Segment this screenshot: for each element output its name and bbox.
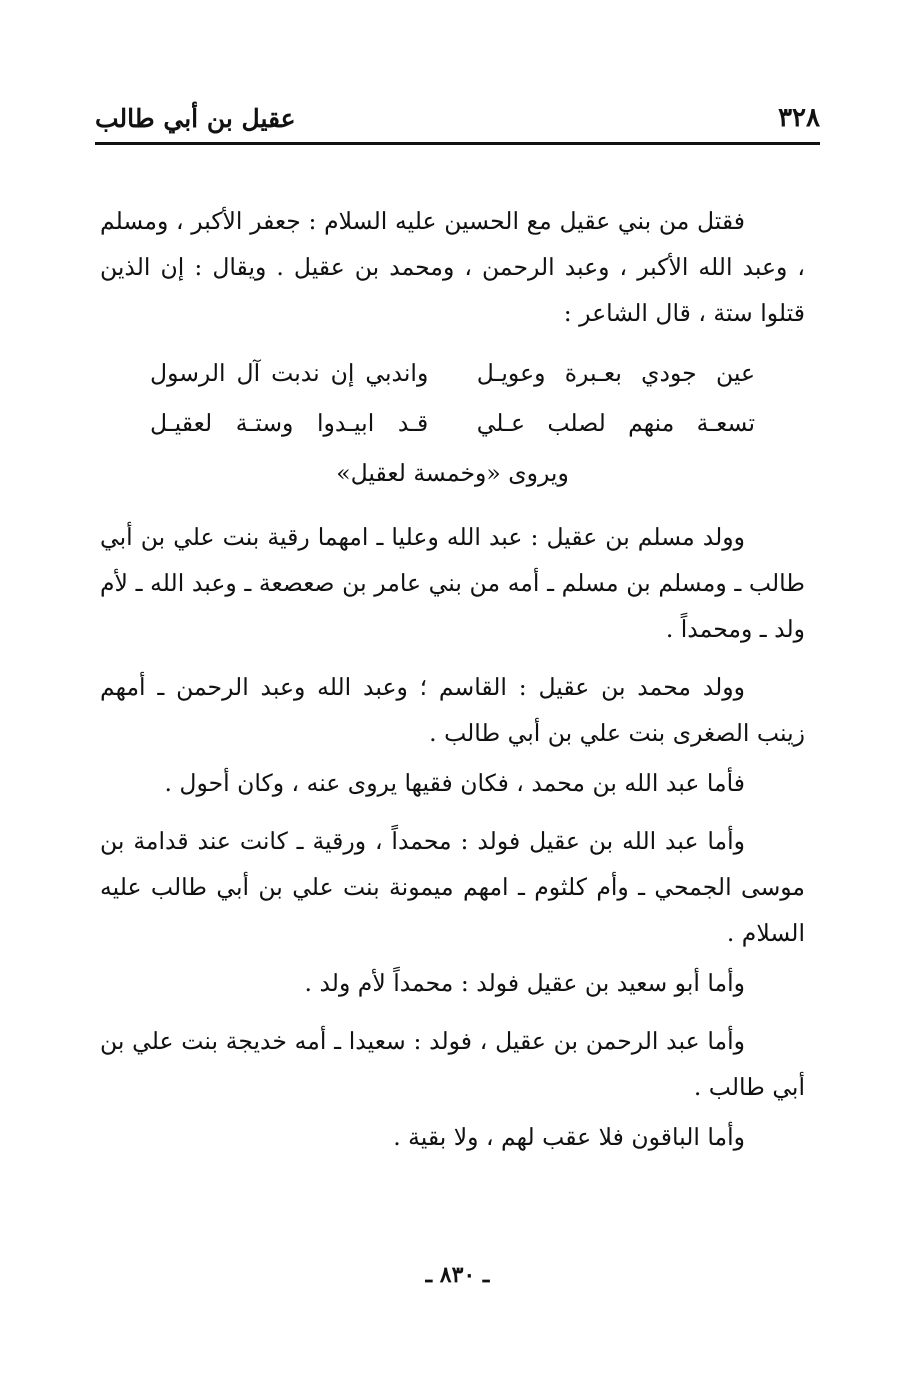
poem-line-1-second-hemistich: واندبي إن ندبت آل الرسول bbox=[150, 359, 429, 387]
page-header bbox=[95, 96, 820, 140]
paragraph-8: وأما الباقون فلا عقب لهم ، ولا بقية . bbox=[393, 1123, 745, 1151]
paragraph-5: وأما عبد الله بن عقيل فولد : محمداً ، ورقية ـ كانت عند قدامة بن موسى الجمحي ـ وأم كلثوم ـ امهم ميمونة بنت علي بن أبي طالب عليه السلام . bbox=[100, 827, 805, 947]
paragraph-7: وأما عبد الرحمن بن عقيل ، فولد : سعيدا ـ أمه خديجة بنت علي بن أبي طالب . bbox=[100, 1027, 805, 1101]
header-rule bbox=[95, 142, 820, 145]
poem-line-1-first-hemistich: عين جودي بعـبرة وعويـل bbox=[476, 359, 755, 387]
poem-line-2-second-hemistich: قـد ابيـدوا وستـة لعقيـل bbox=[150, 409, 429, 437]
poem-line-1 bbox=[150, 348, 755, 398]
paragraph-6: وأما أبو سعيد بن عقيل فولد : محمداً لأم ولد . bbox=[304, 969, 745, 997]
running-title: عقيل بن أبي طالب bbox=[95, 103, 296, 133]
page-body bbox=[100, 198, 805, 1172]
paragraph-1: فقتل من بني عقيل مع الحسين عليه السلام : جعفر الأكبر ، ومسلم ، وعبد الله الأكبر ، وعبد الرحمن ، ومحمد بن عقيل . ويقال : إن الذين قتلوا ستة ، قال الشاعر : bbox=[100, 207, 805, 327]
poem-line-2 bbox=[150, 398, 755, 448]
page-footer-folio: ـ ٨٣٠ ـ bbox=[425, 1262, 490, 1288]
paragraph-3: وولد محمد بن عقيل : القاسم ؛ وعبد الله وعبد الرحمن ـ أمهم زينب الصغرى بنت علي بن أبي طالب . bbox=[100, 673, 805, 747]
poem-block bbox=[100, 348, 805, 498]
paragraph-4: فأما عبد الله بن محمد ، فكان فقيها يروى عنه ، وكان أحول . bbox=[164, 769, 745, 797]
paragraph-2: وولد مسلم بن عقيل : عبد الله وعليا ـ امهما رقية بنت علي بن أبي طالب ـ ومسلم بن مسلم ـ أمه من بني عامر بن صعصعة ـ وعبد الله ـ لأم ولد ـ ومحمداً . bbox=[100, 523, 805, 643]
poem-line-2-first-hemistich: تسعـة منهم لصلب عـلي bbox=[476, 409, 755, 437]
poem-variant-note: ويروى «وخمسة لعقيل» bbox=[336, 459, 569, 487]
page-number: ٣٢٨ bbox=[778, 103, 820, 133]
